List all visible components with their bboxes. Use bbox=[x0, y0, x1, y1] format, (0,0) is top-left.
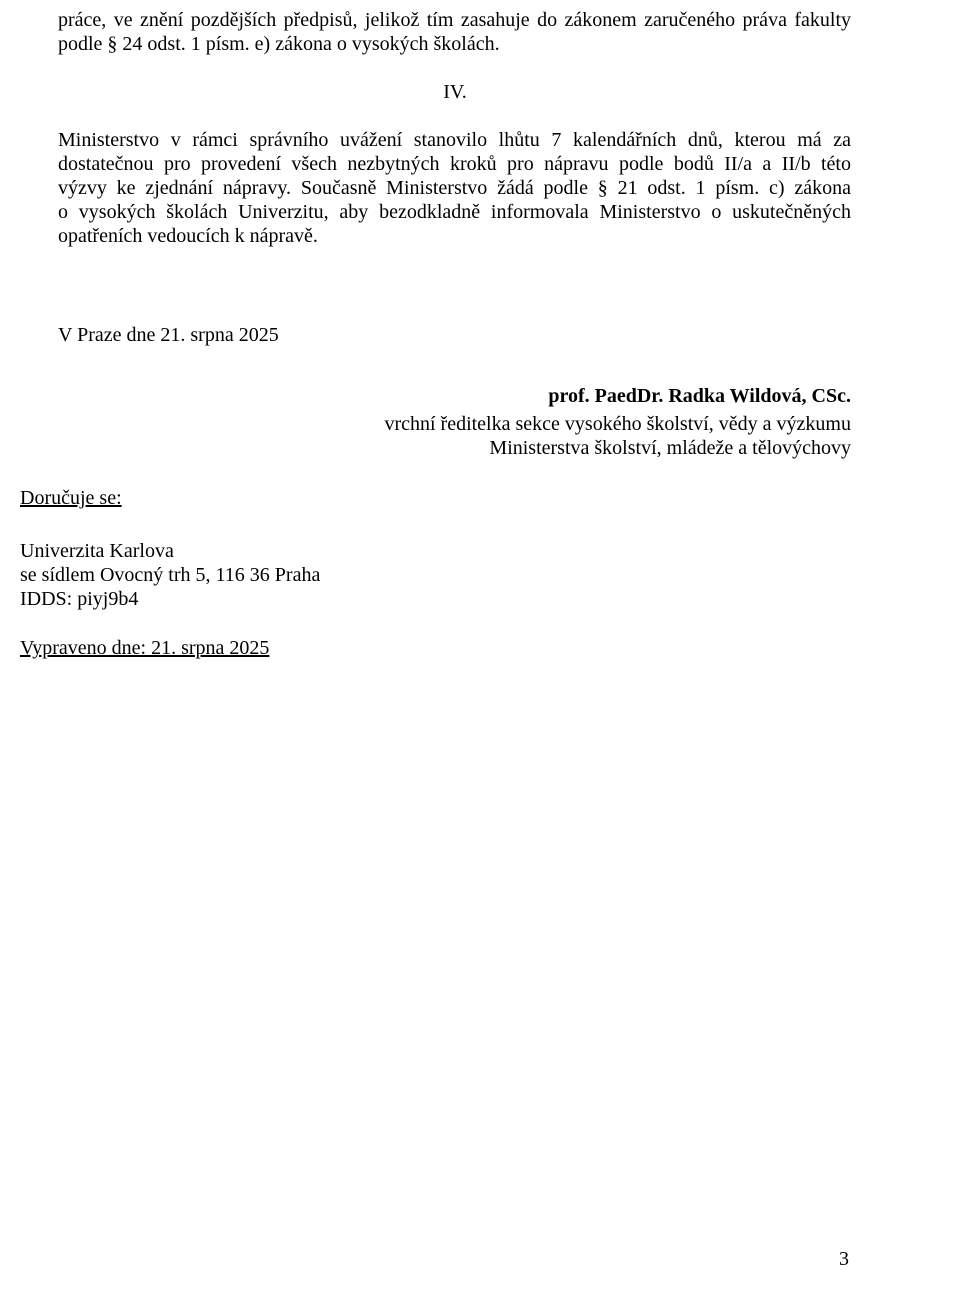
paragraph-iv bbox=[58, 128, 851, 248]
paragraph-top-line-2: podle § 24 odst. 1 písm. e) zákona o vysokých školách. bbox=[58, 33, 500, 55]
signatory-role-line-2: Ministerstva školství, mládeže a tělovýchovy bbox=[489, 437, 851, 459]
paragraph-iv-line-3: výzvy ke zjednání nápravy. Současně Ministerstvo žádá podle § 21 odst. 1 písm. c) zákona bbox=[58, 177, 851, 199]
signatory-name: prof. PaedDr. Radka Wildová, CSc. bbox=[548, 385, 851, 407]
dispatched-date: Vypraveno dne: 21. srpna 2025 bbox=[20, 637, 270, 659]
page-number: 3 bbox=[839, 1248, 849, 1270]
delivery-heading: Doručuje se: bbox=[20, 487, 122, 509]
paragraph-iv-line-2: dostatečnou pro provedení všech nezbytných kroků pro nápravu podle bodů II/a a II/b této bbox=[58, 153, 851, 175]
paragraph-iv-line-1: Ministerstvo v rámci správního uvážení stanovilo lhůtu 7 kalendářních dnů, kterou má za bbox=[58, 129, 851, 151]
recipient-address: se sídlem Ovocný trh 5, 116 36 Praha bbox=[20, 564, 321, 586]
paragraph-iv-line-5: opatřeních vedoucích k nápravě. bbox=[58, 225, 318, 247]
signatory-role-line-1: vrchní ředitelka sekce vysokého školství, vědy a výzkumu bbox=[384, 413, 851, 435]
place-date: V Praze dne 21. srpna 2025 bbox=[58, 324, 279, 346]
recipient-idds: IDDS: piyj9b4 bbox=[20, 588, 139, 610]
recipient-block bbox=[20, 539, 320, 611]
recipient-name: Univerzita Karlova bbox=[20, 540, 174, 562]
signature-block bbox=[300, 384, 851, 460]
paragraph-top-line-1: práce, ve znění pozdějších předpisů, jelikož tím zasahuje do zákonem zaručeného práva fakulty bbox=[58, 9, 851, 31]
section-heading: IV. bbox=[443, 81, 467, 103]
paragraph-top bbox=[58, 8, 851, 56]
paragraph-iv-line-4: o vysokých školách Univerzitu, aby bezodkladně informovala Ministerstvo o uskutečněných bbox=[58, 201, 851, 223]
